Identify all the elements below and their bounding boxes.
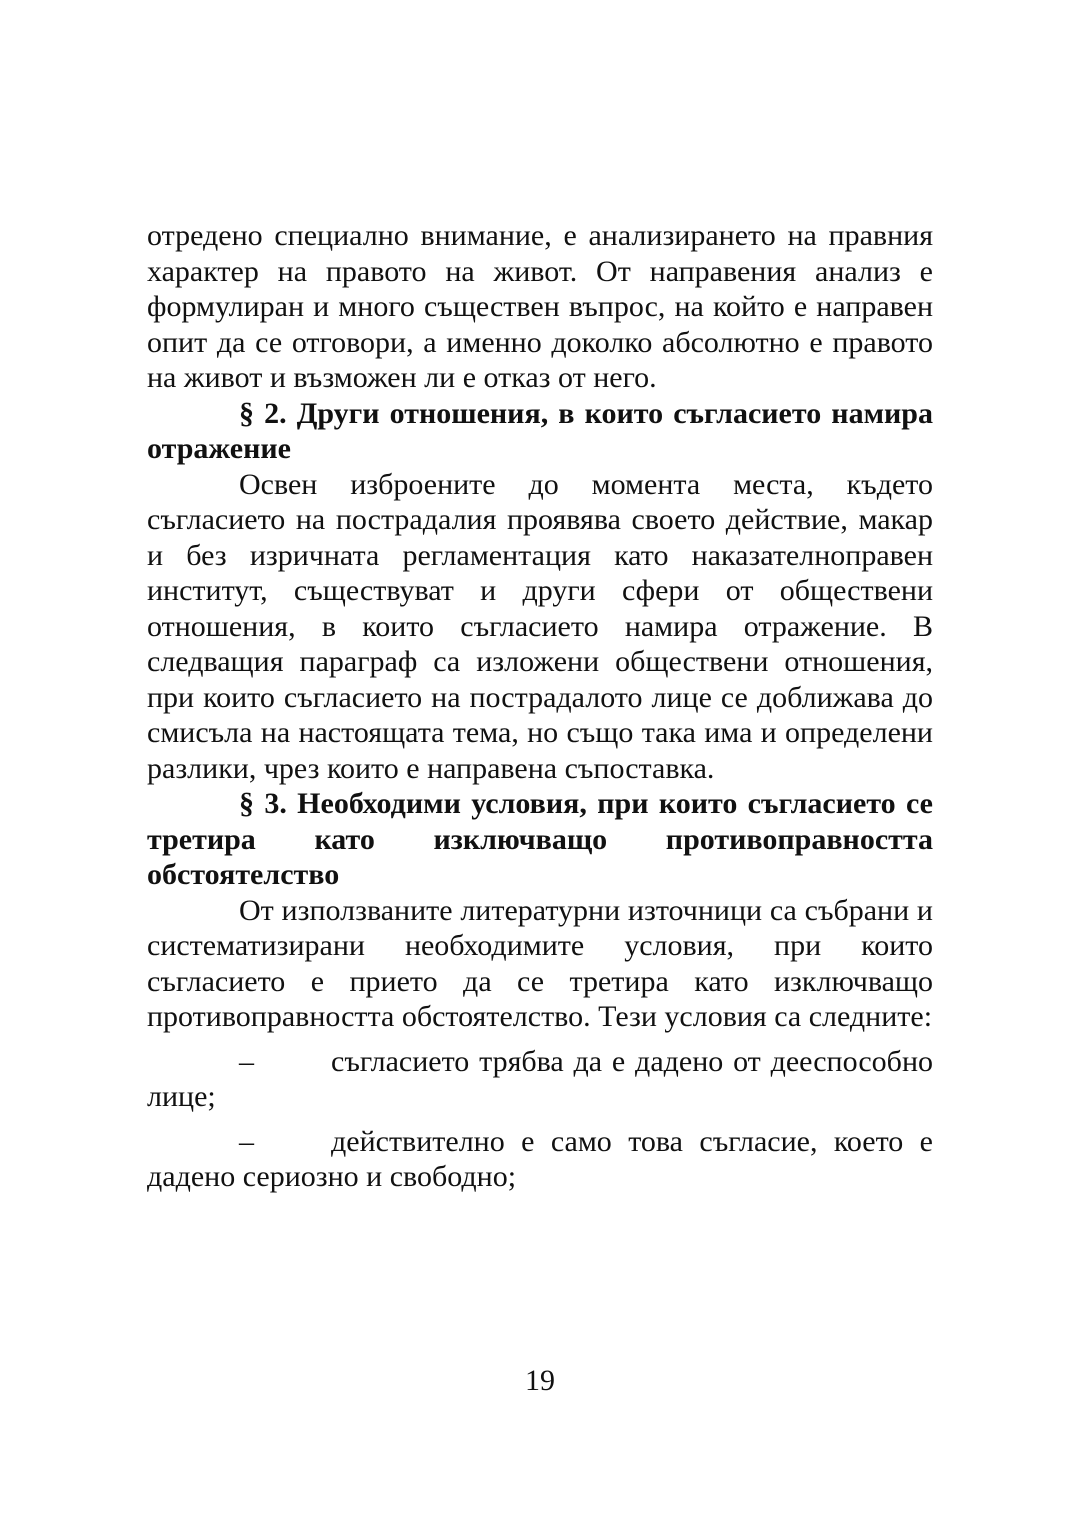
paragraph-intro-text: отредено специално внимание, е анализирането на правния характер на правото на живот. От направения анализ е формулиран и много съществен въпрос, на който е направен опит да се отговори, а именно доколко абсолютно е правото на живот и възможен ли е отказ от него. <box>147 219 933 394</box>
list-dash: – <box>239 1044 254 1078</box>
list-item-text: съгласието трябва да е дадено от дееспособно лице; <box>147 1044 933 1113</box>
section-heading-2-text: § 2. Други отношения, в които съгласието намира отражение <box>147 396 933 465</box>
paragraph-conditions-text: От използваните литературни източници са събрани и систематизирани необходимите условия, при които съгласието е прието да се третира като изключващо противоправността обстоятелство. Тези условия са следните: <box>147 893 933 1033</box>
list-item <box>147 1124 933 1195</box>
list-item-text: действително е само това съгласие, което е дадено сериозно и свободно; <box>147 1124 933 1193</box>
section-heading-2 <box>147 396 933 467</box>
page-number: 19 <box>525 1364 555 1397</box>
paragraph-other-relations-text: Освен изброените до момента места, където съгласието на пострадалия проявява своето действие, макар и без изричната регламентация като наказателноправен институт, съществуват и други сфери от обществени отношения, в които съгласието намира отражение. В следващия параграф са изложени обществени отношения, при които съгласието на пострадалото лице се доближава до смисъла на настоящата тема, но също така има и определени разлики, чрез които е направена съпоставка. <box>147 467 933 785</box>
section-heading-3-text: § 3. Необходими условия, при които съгласието се третира като изключващо противоправността обстоятелство <box>147 787 933 891</box>
page-body <box>147 218 933 1195</box>
paragraph-intro <box>147 218 933 396</box>
list-dash: – <box>239 1124 254 1158</box>
list-item <box>147 1044 933 1115</box>
paragraph-conditions <box>147 893 933 1035</box>
paragraph-other-relations <box>147 467 933 787</box>
section-heading-3 <box>147 786 933 893</box>
